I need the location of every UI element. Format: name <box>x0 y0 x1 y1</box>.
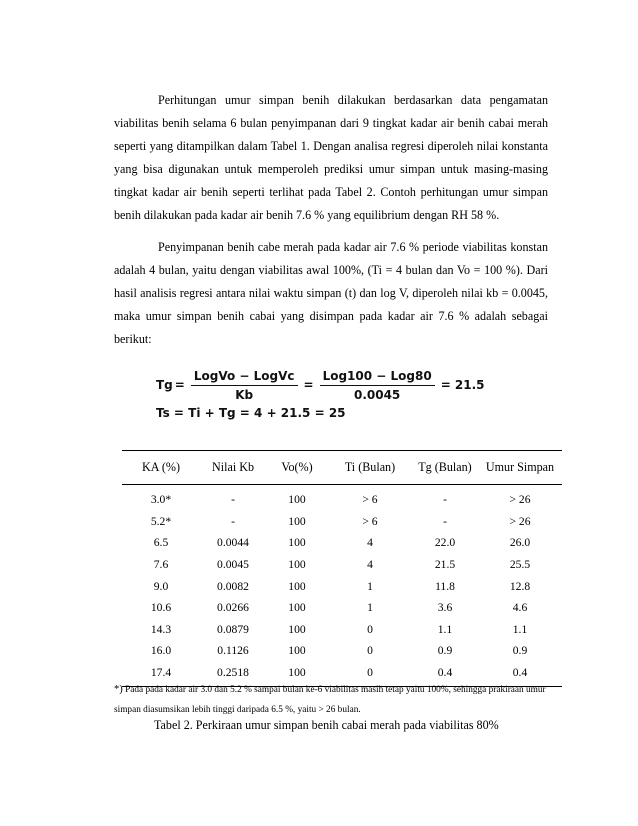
table-cell: 100 <box>266 662 328 687</box>
table-row <box>122 511 562 533</box>
table-cell: 9.0 <box>153 579 169 593</box>
table-cell: 14.3 <box>150 622 172 636</box>
table-cell: 5.2* <box>150 514 172 528</box>
fraction-1-denominator: Kb <box>235 387 254 402</box>
fraction-1 <box>191 369 298 402</box>
footnote-mark: *) <box>114 684 123 695</box>
table-cell: 25.5 <box>509 558 531 572</box>
table-cell: 100 <box>288 579 306 593</box>
table-cell: 7.6 <box>153 558 169 572</box>
fraction-2 <box>320 369 435 402</box>
table-cell: 100 <box>288 601 306 615</box>
header-ka: KA (%) <box>122 451 200 485</box>
table-cell: 0 <box>367 644 373 658</box>
table-cell: 0.2518 <box>200 662 266 687</box>
table-cell: 16.0 <box>150 644 172 658</box>
table-row <box>122 619 562 641</box>
table-cell: 0.9 <box>437 644 453 658</box>
formula-ts: Ts = Ti + Tg = 4 + 21.5 = 25 <box>156 406 346 420</box>
formula-equals: = <box>303 378 314 392</box>
table-header-row <box>122 451 562 485</box>
table-cell: 21.5 <box>434 558 456 572</box>
body-paragraph-1 <box>114 89 548 228</box>
table-cell: 100 <box>288 493 306 507</box>
table-row <box>122 532 562 554</box>
shelf-life-table <box>122 450 562 687</box>
table-cell: 4 <box>367 558 373 572</box>
table-cell: > 26 <box>509 493 531 507</box>
table-cell: 10.6 <box>150 601 172 615</box>
table-cell: 0.0045 <box>217 558 249 572</box>
table-cell: 26.0 <box>509 536 531 550</box>
table-cell: 11.8 <box>435 579 455 593</box>
table-cell: 1 <box>367 601 373 615</box>
table-cell: - <box>231 493 235 507</box>
footnote-text: Pada pada kadar air 3.0 dan 5.2 % sampai bulan ke-6 viabilitas masih tetap yaitu 100%, sehingga prakiraan umur simpan diasumsikan lebih tinggi daripada 6.5 %, yaitu > 26 bulan. <box>114 685 546 715</box>
fraction-2-denominator: 0.0045 <box>353 387 401 402</box>
table-cell: 4.6 <box>512 601 528 615</box>
table-cell: - <box>231 514 235 528</box>
table-cell: 17.4 <box>122 662 200 687</box>
table-footnote <box>114 680 564 720</box>
table-cell: 0.0044 <box>217 536 249 550</box>
table-cell: 12.8 <box>509 579 531 593</box>
table-cell: 4 <box>367 536 373 550</box>
table-cell: > 26 <box>509 514 531 528</box>
table-cell: 3.6 <box>437 601 453 615</box>
formula-lhs: Tg <box>156 378 173 392</box>
table-cell: 0.4 <box>478 662 562 687</box>
table-cell: 1.1 <box>512 622 528 636</box>
table-cell: > 6 <box>362 514 378 528</box>
table-cell: 0.9 <box>512 644 528 658</box>
header-umur-simpan: Umur Simpan <box>478 451 562 485</box>
table-caption: Tabel 2. Perkiraan umur simpan benih cabai merah pada viabilitas 80% <box>154 718 499 732</box>
fraction-1-numerator: LogVo − LogVc <box>191 369 298 386</box>
header-tg: Tg (Bulan) <box>412 451 478 485</box>
formula-equals: = <box>174 378 185 392</box>
table-cell: 1 <box>367 579 373 593</box>
formula-result: = 21.5 <box>440 378 485 392</box>
table-cell: 0.0879 <box>217 622 249 636</box>
table-cell: 100 <box>288 514 306 528</box>
table-cell: 0.0082 <box>217 579 249 593</box>
table-cell: 22.0 <box>434 536 456 550</box>
table-cell: 0.4 <box>412 662 478 687</box>
table-row <box>122 554 562 576</box>
table-cell: > 6 <box>362 493 378 507</box>
table-cell: 0 <box>328 662 412 687</box>
table-row <box>122 640 562 662</box>
table-cell: - <box>443 514 447 528</box>
table-cell: 0.1126 <box>217 644 249 658</box>
table-row <box>122 485 562 511</box>
table-row <box>122 597 562 619</box>
table-cell: 100 <box>288 622 306 636</box>
fraction-2-numerator: Log100 − Log80 <box>320 369 435 386</box>
header-ti: Ti (Bulan) <box>328 451 412 485</box>
table-cell: 1.1 <box>437 622 453 636</box>
table-cell: 3.0* <box>150 493 172 507</box>
table-cell: 6.5 <box>153 536 169 550</box>
header-vo: Vo(%) <box>266 451 328 485</box>
header-nilai-kb: Nilai Kb <box>200 451 266 485</box>
paragraph-text: Perhitungan umur simpan benih dilakukan berdasarkan data pengamatan viabilitas benih selama 6 bulan penyimpanan dari 9 tingkat kadar air benih cabai merah seperti yang ditampilkan dalam Tabel 1. Dengan analisa regresi diperoleh nilai konstanta yang bisa digunakan untuk memperoleh prediksi umur simpan untuk masing-masing tingkat kadar air benih seperti terlihat pada Tabel 2. Contoh perhitungan umur simpan benih dilakukan pada kadar air benih 7.6 % yang equilibrium dengan RH 58 %. <box>114 93 548 223</box>
table-cell: 0 <box>367 622 373 636</box>
table-cell: - <box>443 493 447 507</box>
body-paragraph-2 <box>114 236 548 351</box>
formula-tg <box>156 366 487 404</box>
paragraph-text: Penyimpanan benih cabe merah pada kadar air 7.6 % periode viabilitas konstan adalah 4 bulan, yaitu dengan viabilitas awal 100%, (Ti = 4 bulan dan Vo = 100 %). Dari hasil analisis regresi antara nilai waktu simpan (t) dan log V, diperoleh nilai kb = 0.0045, maka umur simpan benih cabai yang disimpan pada kadar air 7.6 % adalah sebagai berikut: <box>114 240 548 347</box>
table-cell: 100 <box>288 558 306 572</box>
table-cell: 0.0266 <box>217 601 249 615</box>
table-row <box>122 575 562 597</box>
table-cell: 100 <box>288 536 306 550</box>
table-cell: 100 <box>288 644 306 658</box>
